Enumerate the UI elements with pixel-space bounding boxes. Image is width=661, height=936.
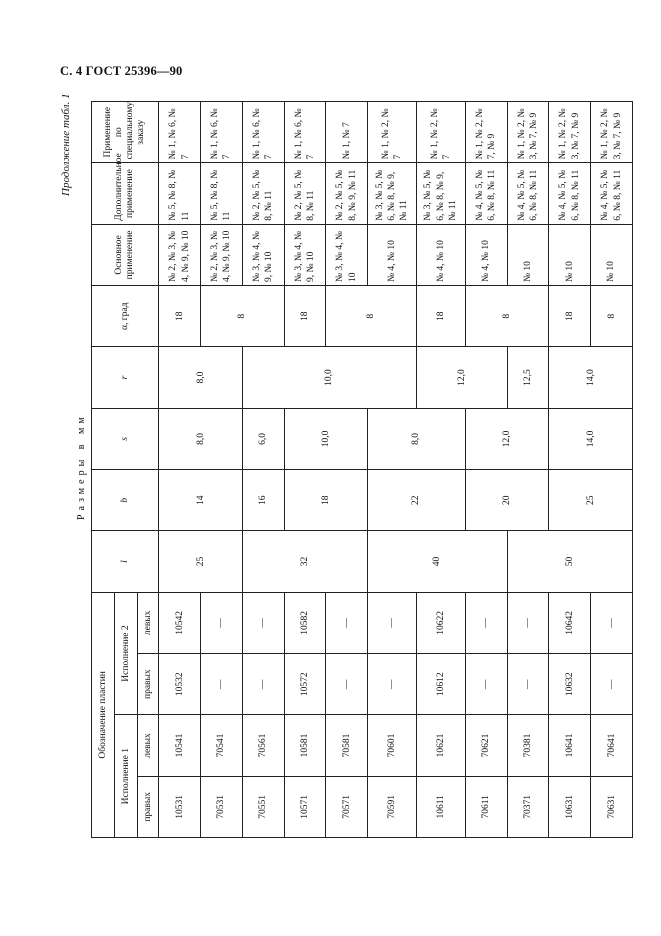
cell-extra-use: № 4, № 5, № 6, № 8, № 11	[507, 163, 549, 224]
cell-main-use: № 3, № 4, № 9, № 10	[242, 224, 284, 285]
cell-extra-use: № 3, № 5, № 6, № 8, № 9, № 11	[416, 163, 465, 224]
cell-v1-right: 70571	[326, 776, 368, 837]
cell-v1-left: 70381	[507, 715, 549, 776]
cell-b: 25	[549, 470, 633, 531]
cell-v1-left: 70621	[465, 715, 507, 776]
cell-l: 25	[159, 531, 243, 592]
cell-v2-right: 10532	[159, 654, 201, 715]
cell-b: 22	[368, 470, 466, 531]
cell-extra-use: № 3, № 5, № 6, № 8, № 9, № 11	[368, 163, 417, 224]
cell-v1-right: 10631	[549, 776, 591, 837]
cell-alpha: 18	[416, 286, 465, 347]
cell-v2-right: —	[591, 654, 633, 715]
cell-v1-right: 70611	[465, 776, 507, 837]
cell-l: 32	[242, 531, 367, 592]
cell-alpha: 18	[549, 286, 591, 347]
cell-main-use: № 4, № 10	[368, 224, 417, 285]
cell-main-use: № 4, № 10	[416, 224, 465, 285]
cell-v1-left: 10641	[549, 715, 591, 776]
cell-v1-right: 70371	[507, 776, 549, 837]
cell-r: 10,0	[242, 347, 416, 408]
header-designation: Обозначение пластин	[92, 592, 115, 837]
table-row	[549, 102, 591, 838]
cell-main-use: № 3, № 4, № 9, № 10	[284, 224, 326, 285]
cell-s: 10,0	[284, 408, 368, 469]
header-variant2: Исполнение 2	[115, 592, 138, 715]
cell-special-use: № 1, № 2, № 3, № 7, № 9	[507, 102, 549, 163]
cell-v1-left: 10581	[284, 715, 326, 776]
cell-v2-right: 10572	[284, 654, 326, 715]
table-row	[368, 102, 417, 838]
cell-special-use: № 1, № 2, № 7	[368, 102, 417, 163]
cell-special-use: № 1, № 2, № 3, № 7, № 9	[591, 102, 633, 163]
cell-special-use: № 1, № 6, № 7	[242, 102, 284, 163]
cell-extra-use: № 2, № 5, № 8, № 9, № 11	[326, 163, 368, 224]
cell-v1-right: 10571	[284, 776, 326, 837]
cell-r: 8,0	[159, 347, 243, 408]
header-v2-right: правых	[138, 654, 159, 715]
cell-main-use: № 10	[507, 224, 549, 285]
cell-v2-right: —	[465, 654, 507, 715]
cell-r: 12,5	[507, 347, 549, 408]
cell-v1-left: 70541	[201, 715, 243, 776]
cell-special-use: № 1, № 2, № 7	[416, 102, 465, 163]
cell-v1-right: 70631	[591, 776, 633, 837]
cell-alpha: 18	[284, 286, 326, 347]
header-special-use: Применение по специальному заказу	[92, 102, 159, 163]
cell-extra-use: № 4, № 5, № 6, № 8, № 11	[465, 163, 507, 224]
cell-s: 12,0	[465, 408, 549, 469]
main-table	[91, 101, 633, 838]
cell-main-use: № 2, № 3, № 4, № 9, № 10	[201, 224, 243, 285]
cell-v2-left: —	[201, 592, 243, 653]
header-r: r	[92, 347, 159, 408]
cell-v1-left: 10541	[159, 715, 201, 776]
cell-v2-right: —	[326, 654, 368, 715]
cell-alpha: 18	[159, 286, 201, 347]
cell-special-use: № 1, № 2, № 3, № 7, № 9	[549, 102, 591, 163]
cell-b: 20	[465, 470, 549, 531]
table-row	[242, 102, 284, 838]
cell-extra-use: № 5, № 8, № 11	[159, 163, 201, 224]
cell-extra-use: № 4, № 5, № 6, № 8, № 11	[549, 163, 591, 224]
header-v2-left: левых	[138, 592, 159, 653]
cell-v2-left: —	[326, 592, 368, 653]
cell-extra-use: № 4, № 5, № 6, № 8, № 11	[591, 163, 633, 224]
cell-extra-use: № 2, № 5, № 8, № 11	[284, 163, 326, 224]
cell-special-use: № 1, № 6, № 7	[201, 102, 243, 163]
cell-alpha: 8	[201, 286, 285, 347]
cell-b: 16	[242, 470, 284, 531]
cell-v2-left: —	[242, 592, 284, 653]
cell-v1-left: 70561	[242, 715, 284, 776]
cell-r: 14,0	[549, 347, 633, 408]
cell-main-use: № 3, № 4, № 10	[326, 224, 368, 285]
cell-v1-right: 70531	[201, 776, 243, 837]
cell-v2-right: 10632	[549, 654, 591, 715]
cell-v2-left: —	[591, 592, 633, 653]
header-extra-use: Дополнительное применение	[92, 163, 159, 224]
table-row	[465, 102, 507, 838]
cell-main-use: № 2, № 3, № 4, № 9, № 10	[159, 224, 201, 285]
cell-v1-right: 10531	[159, 776, 201, 837]
header-l: l	[92, 531, 159, 592]
cell-v2-right: —	[242, 654, 284, 715]
cell-special-use: № 1, № 2, № 7, № 9	[465, 102, 507, 163]
header-variant1: Исполнение 1	[115, 715, 138, 838]
rotated-table-wrap	[91, 101, 633, 838]
header-b: b	[92, 470, 159, 531]
cell-v1-left: 10621	[416, 715, 465, 776]
cell-special-use: № 1, № 7	[326, 102, 368, 163]
cell-v1-left: 70581	[326, 715, 368, 776]
cell-v2-right: 10612	[416, 654, 465, 715]
cell-v2-left: —	[368, 592, 417, 653]
cell-v2-right: —	[368, 654, 417, 715]
cell-v2-left: —	[507, 592, 549, 653]
cell-v2-right: —	[507, 654, 549, 715]
cell-alpha: 8	[591, 286, 633, 347]
cell-main-use: № 10	[549, 224, 591, 285]
header-v1-right: правых	[138, 776, 159, 837]
table-row	[284, 102, 326, 838]
cell-v2-left: 10542	[159, 592, 201, 653]
cell-v2-left: 10582	[284, 592, 326, 653]
cell-main-use: № 4, № 10	[465, 224, 507, 285]
cell-v2-right: —	[201, 654, 243, 715]
header-main-use: Основное применение	[92, 224, 159, 285]
cell-v1-left: 70601	[368, 715, 417, 776]
cell-v2-left: 10622	[416, 592, 465, 653]
cell-v1-left: 70641	[591, 715, 633, 776]
cell-extra-use: № 5, № 8, № 11	[201, 163, 243, 224]
cell-r: 12,0	[416, 347, 507, 408]
cell-extra-use: № 2, № 5, № 8, № 11	[242, 163, 284, 224]
cell-l: 50	[507, 531, 632, 592]
cell-b: 18	[284, 470, 368, 531]
cell-main-use: № 10	[591, 224, 633, 285]
table-host	[91, 101, 633, 838]
page-header: С. 4 ГОСТ 25396—90	[60, 64, 183, 78]
table-row	[159, 102, 201, 838]
cell-s: 6,0	[242, 408, 284, 469]
cell-s: 8,0	[368, 408, 466, 469]
cell-alpha: 8	[465, 286, 549, 347]
cell-v1-right: 70551	[242, 776, 284, 837]
cell-s: 14,0	[549, 408, 633, 469]
header-alpha: α, град	[92, 286, 159, 347]
cell-v2-left: —	[465, 592, 507, 653]
header-s: s	[92, 408, 159, 469]
table-caption: Продолжение табл. 1	[60, 93, 72, 196]
cell-special-use: № 1, № 6, № 7	[284, 102, 326, 163]
cell-v2-left: 10642	[549, 592, 591, 653]
cell-alpha: 8	[326, 286, 417, 347]
cell-special-use: № 1, № 6, № 7	[159, 102, 201, 163]
header-v1-left: левых	[138, 715, 159, 776]
cell-v1-right: 70591	[368, 776, 417, 837]
cell-s: 8,0	[159, 408, 243, 469]
cell-b: 14	[159, 470, 243, 531]
sizes-caption: Размеры в мм	[76, 413, 87, 520]
cell-v1-right: 10611	[416, 776, 465, 837]
cell-l: 40	[368, 531, 507, 592]
